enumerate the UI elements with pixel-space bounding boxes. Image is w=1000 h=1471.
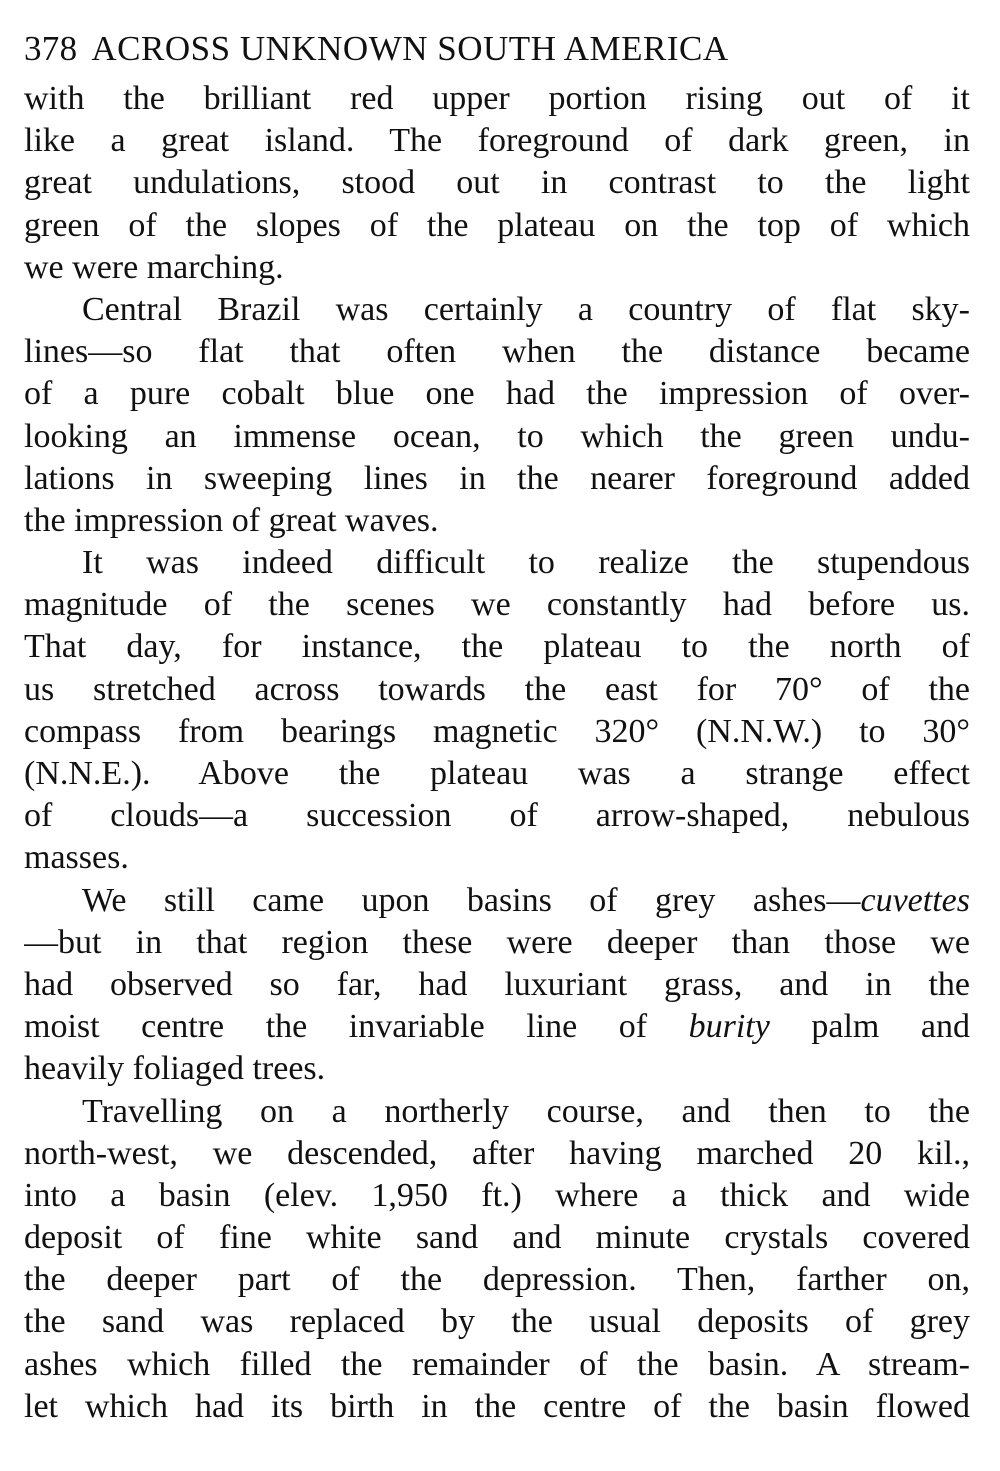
text-line: lines—so flat that often when the distance became xyxy=(24,333,970,371)
running-head xyxy=(24,28,970,70)
book-title: ACROSS UNKNOWN SOUTH AMERICA xyxy=(91,29,729,68)
text-line: looking an immense ocean, to which the green undu- xyxy=(24,417,970,455)
text-line: deposit of fine white sand and minute crystals covered xyxy=(24,1219,970,1257)
text-line: masses. xyxy=(24,839,129,877)
paragraph-1 xyxy=(24,78,970,289)
text-line: —but in that region these were deeper than those we xyxy=(24,923,970,961)
book-page xyxy=(24,28,970,1448)
text-line: the deeper part of the depression. Then, farther on, xyxy=(24,1261,970,1299)
text-run: We still came upon basins of grey ashes— xyxy=(82,881,861,919)
text-line xyxy=(24,1006,970,1048)
body-text xyxy=(24,78,970,1428)
text-line: Travelling on a northerly course, and then to the xyxy=(82,1092,970,1130)
text-line: we were marching. xyxy=(24,248,284,286)
text-run: palm and xyxy=(769,1008,970,1046)
text-line: like a great island. The foreground of dark green, in xyxy=(24,122,970,160)
text-line: (N.N.E.). Above the plateau was a strange effect xyxy=(24,755,970,792)
paragraph-5 xyxy=(24,1091,970,1429)
text-line: of clouds—a succession of arrow-shaped, nebulous xyxy=(24,797,970,835)
text-line: let which had its birth in the centre of the basin flowed xyxy=(24,1387,970,1425)
page-number: 378 xyxy=(24,29,78,68)
text-line: lations in sweeping lines in the nearer foreground added xyxy=(24,459,970,497)
text-line: heavily foliaged trees. xyxy=(24,1050,326,1088)
italic-term-burity: burity xyxy=(688,1008,770,1046)
text-line: ashes which filled the remainder of the basin. A stream- xyxy=(24,1345,970,1383)
text-line: magnitude of the scenes we constantly had before us. xyxy=(24,586,970,624)
text-line: us stretched across towards the east for 70° of the xyxy=(24,670,970,708)
paragraph-2 xyxy=(24,289,970,542)
text-line: Central Brazil was certainly a country of flat sky- xyxy=(82,290,970,328)
text-line: north-west, we descended, after having marched 20 kil., xyxy=(24,1134,970,1172)
text-line: compass from bearings magnetic 320° (N.N.W.) to 30° xyxy=(24,712,970,750)
text-line: the sand was replaced by the usual deposits of grey xyxy=(24,1303,970,1341)
text-line: It was indeed difficult to realize the stupendous xyxy=(82,544,970,582)
paragraph-4 xyxy=(24,880,970,1091)
text-line: into a basin (elev. 1,950 ft.) where a thick and wide xyxy=(24,1176,970,1214)
text-line: green of the slopes of the plateau on the top of which xyxy=(24,206,970,244)
text-line: the impression of great waves. xyxy=(24,501,439,539)
text-line: had observed so far, had luxuriant grass, and in the xyxy=(24,965,970,1003)
text-line: with the brilliant red upper portion rising out of it xyxy=(24,80,970,117)
text-line: great undulations, stood out in contrast to the light xyxy=(24,164,970,202)
text-line xyxy=(24,880,970,922)
italic-term-cuvettes: cuvettes xyxy=(860,881,970,919)
text-line: of a pure cobalt blue one had the impression of over- xyxy=(24,375,970,413)
paragraph-3 xyxy=(24,542,970,880)
text-line: That day, for instance, the plateau to the north of xyxy=(24,628,970,666)
text-run: moist centre the invariable line of xyxy=(24,1008,689,1046)
